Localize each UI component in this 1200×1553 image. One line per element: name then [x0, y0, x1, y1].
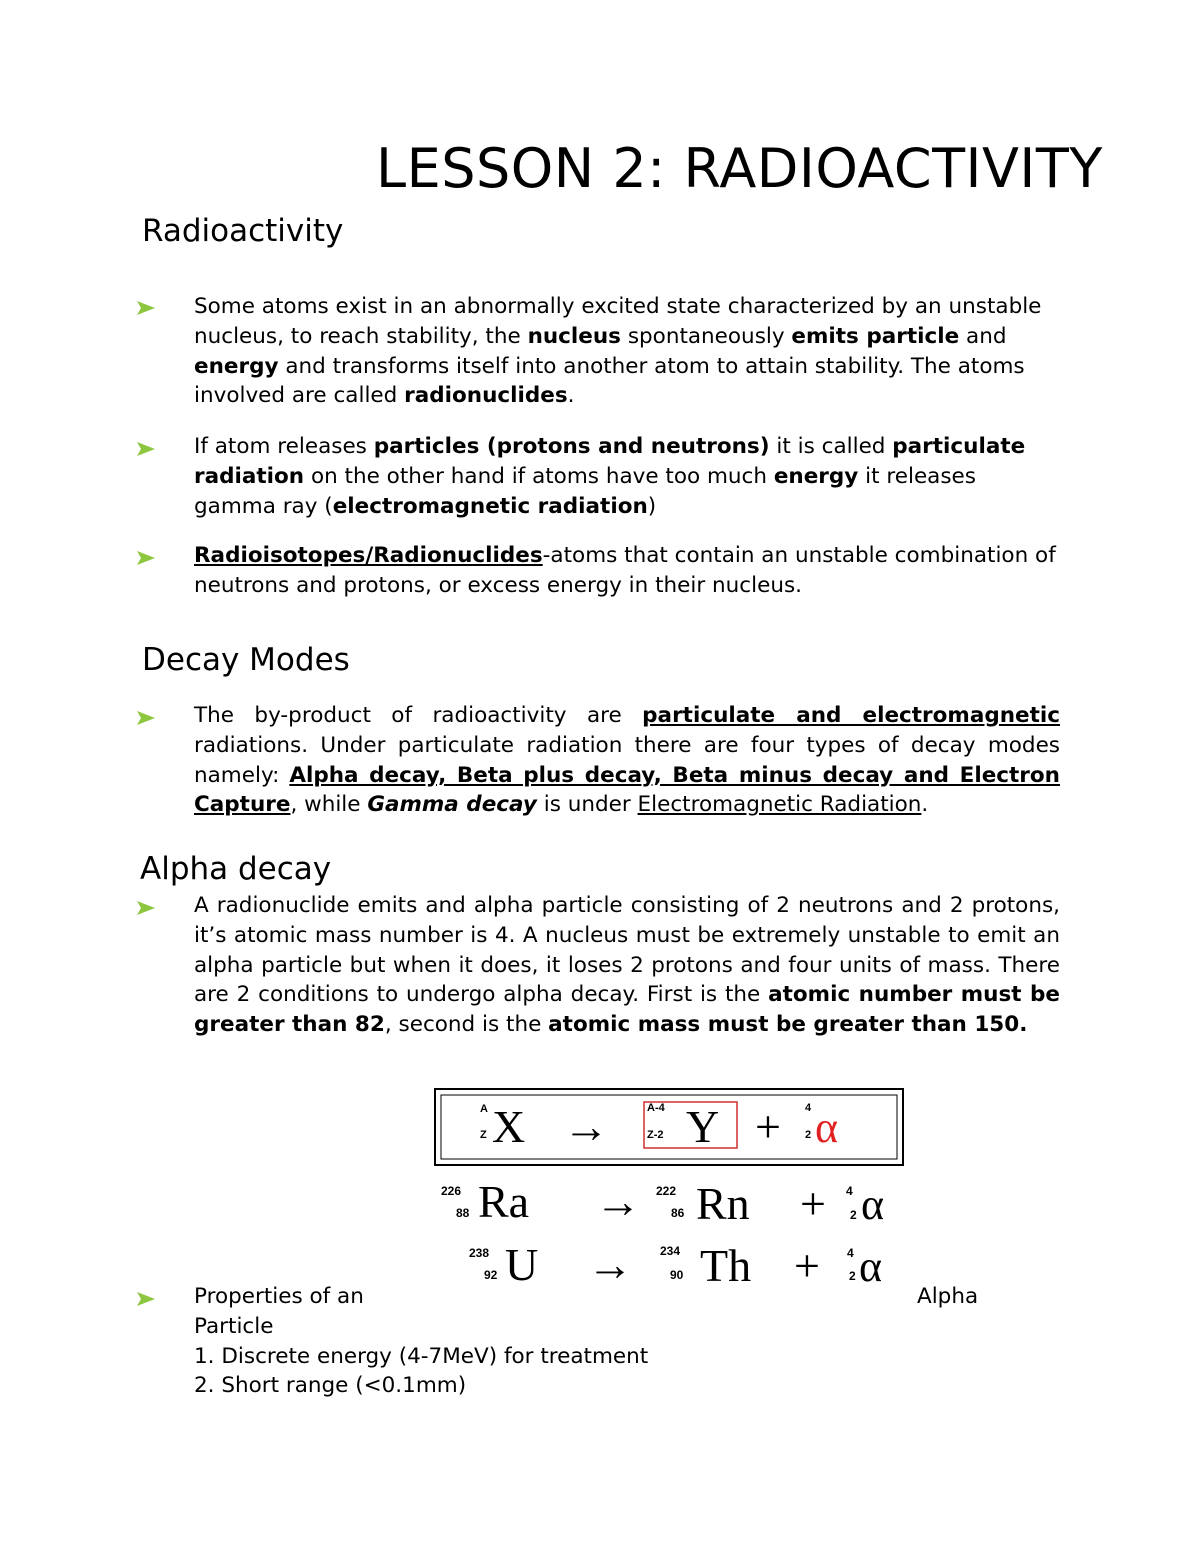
ra-mass: 226	[441, 1184, 462, 1198]
u-symbol: U	[505, 1239, 539, 1290]
right-pointer-icon	[136, 548, 156, 568]
daughter-symbol: Y	[686, 1101, 720, 1152]
right-pointer-icon	[136, 298, 156, 318]
ra-plus: +	[800, 1178, 826, 1229]
right-pointer-icon	[136, 1289, 156, 1309]
ra-alpha-number: 2	[850, 1208, 857, 1222]
u-plus: +	[794, 1240, 820, 1291]
u-alpha: α	[859, 1242, 883, 1291]
decay-modes-text: The by-product of radioactivity are particulate and electromagnetic radiations. Under particulate radiation there are four types of decay modes namely: Alpha decay, Beta plus decay, Beta minus decay and Electron Capture, while Gamma decay is under Electromagnetic Radiation.	[194, 703, 1061, 818]
arrow-symbol: →	[563, 1101, 609, 1152]
alpha-decay-text: A radionuclide emits and alpha particle consisting of 2 neutrons and 2 protons, it’s atomic mass number is 4. A nucleus must be extremely unstable to emit an alpha particle but when it does, it loses 2 protons and four units of mass. There are 2 conditions to undergo alpha decay. First is the atomic number must be greater than 82, second is the atomic mass must be greater than 150.	[194, 893, 1061, 1038]
daughter-number: Z-2	[647, 1129, 664, 1141]
properties-lead: Properties of an	[194, 1284, 364, 1309]
heading-decay-modes: Decay Modes	[142, 642, 350, 678]
u-number: 92	[484, 1268, 498, 1282]
alpha-symbol: α	[815, 1103, 839, 1152]
parent-number: Z	[480, 1129, 487, 1141]
th-number: 90	[670, 1268, 684, 1282]
particulate-radiation-text: If atom releases particles (protons and neutrons) it is called particulate radiation on the other hand if atoms have too much energy it releases gamma ray (electromagnetic radiation)	[194, 434, 1026, 519]
alpha-mass: 4	[805, 1102, 812, 1114]
alpha-number: 2	[805, 1129, 812, 1141]
radium-symbols	[478, 1176, 884, 1229]
property-item-2: 2. Short range (<0.1mm)	[194, 1373, 467, 1399]
heading-alpha-decay: Alpha decay	[140, 851, 332, 887]
radioisotopes-definition: Radioisotopes/Radionuclides-atoms that contain an unstable combination of neutrons and protons, or excess energy in their nucleus.	[194, 543, 1056, 598]
parent-mass: A	[480, 1103, 488, 1115]
alpha-decay-equations	[420, 1080, 920, 1295]
daughter-mass: A-4	[647, 1102, 665, 1114]
right-pointer-icon	[136, 439, 156, 459]
properties-line2: Particle	[194, 1313, 274, 1339]
u-alpha-mass: 4	[847, 1246, 854, 1260]
rn-number: 86	[671, 1206, 685, 1220]
u-mass: 238	[469, 1246, 490, 1260]
ra-symbol: Ra	[478, 1176, 530, 1227]
plus-symbol: +	[755, 1101, 781, 1152]
page-title: LESSON 2: RADIOACTIVITY	[376, 137, 1103, 200]
properties-trail: Alpha	[917, 1284, 979, 1309]
ra-alpha: α	[861, 1180, 885, 1229]
u-alpha-number: 2	[849, 1269, 856, 1283]
ra-arrow: →	[595, 1176, 641, 1227]
rn-mass: 222	[656, 1184, 677, 1198]
th-symbol: Th	[700, 1240, 752, 1291]
ra-number: 88	[456, 1206, 470, 1220]
radioactivity-definition: Some atoms exist in an abnormally excited state characterized by an unstable nucleus, to reach stability, the nucleus spontaneously emits particle and energy and transforms itself into another atom to attain stability. The atoms involved are called radionuclides.	[194, 294, 1042, 409]
general-equation-symbols	[492, 1101, 838, 1152]
ra-alpha-mass: 4	[846, 1184, 853, 1198]
property-item-1: 1. Discrete energy (4-7MeV) for treatment	[194, 1343, 649, 1369]
rn-symbol: Rn	[696, 1178, 750, 1229]
alpha-properties	[194, 1282, 994, 1401]
heading-radioactivity: Radioactivity	[142, 213, 344, 249]
u-arrow: →	[587, 1239, 633, 1290]
right-pointer-icon	[136, 708, 156, 728]
right-pointer-icon	[136, 898, 156, 918]
parent-symbol: X	[492, 1101, 526, 1152]
th-mass: 234	[660, 1244, 681, 1258]
